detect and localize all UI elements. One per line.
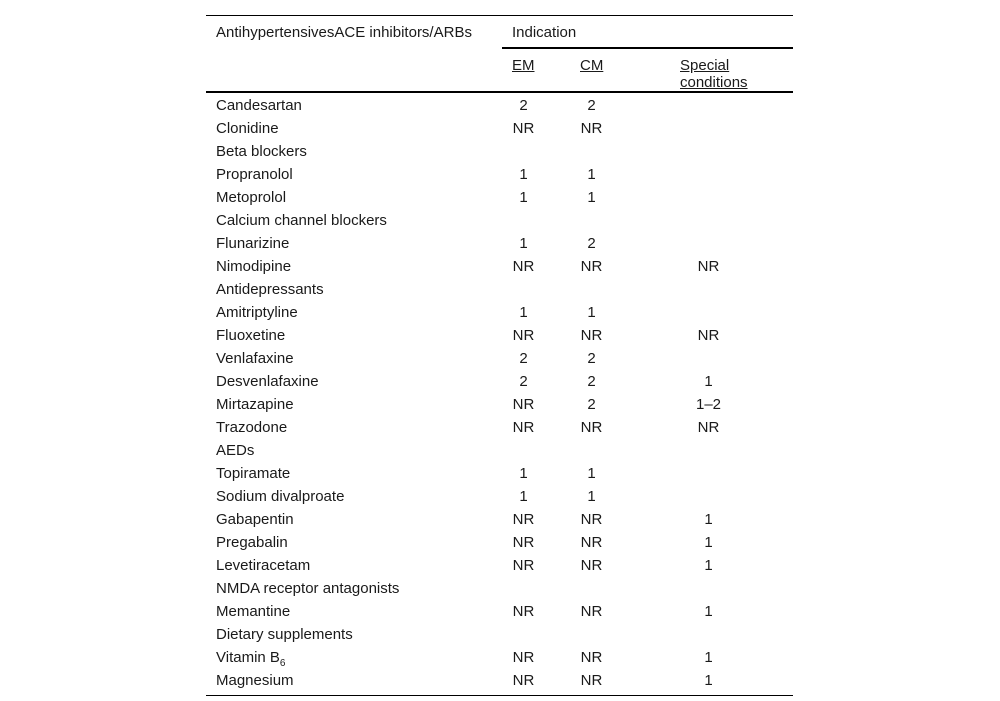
drug-name: Pregabalin bbox=[216, 533, 288, 551]
drug-name: Venlafaxine bbox=[216, 349, 294, 367]
drug-name-cell bbox=[206, 209, 502, 232]
column-header-em: EM bbox=[502, 48, 546, 92]
special-conditions-value-cell bbox=[638, 163, 793, 186]
cm-value: NR bbox=[580, 418, 603, 436]
special-conditions-value: NR bbox=[697, 257, 720, 275]
cm-value-cell bbox=[546, 669, 638, 696]
cm-value: 1 bbox=[587, 188, 596, 206]
special-conditions-value: 1–2 bbox=[695, 395, 722, 413]
special-conditions-value-cell bbox=[638, 347, 793, 370]
cm-value: NR bbox=[580, 119, 603, 137]
drug-name-cell bbox=[206, 439, 502, 462]
special-conditions-value-cell bbox=[638, 232, 793, 255]
special-conditions-value: 1 bbox=[704, 510, 713, 528]
em-value: 2 bbox=[519, 349, 528, 367]
em-value-cell bbox=[502, 163, 546, 186]
em-value-cell bbox=[502, 577, 546, 600]
cm-value-cell bbox=[546, 393, 638, 416]
drug-name: Clonidine bbox=[216, 119, 279, 137]
column-header-indication: Indication bbox=[502, 16, 793, 48]
drug-name: Trazodone bbox=[216, 418, 288, 436]
cm-value-cell bbox=[546, 163, 638, 186]
cm-value-cell bbox=[546, 554, 638, 577]
special-conditions-value-cell bbox=[638, 485, 793, 508]
drug-name-cell bbox=[206, 669, 502, 696]
em-value: NR bbox=[512, 119, 535, 137]
drug-name-cell bbox=[206, 462, 502, 485]
table-row bbox=[206, 531, 793, 554]
special-conditions-value: 1 bbox=[704, 648, 713, 666]
drug-name-cell bbox=[206, 554, 502, 577]
drug-name-cell bbox=[206, 92, 502, 117]
special-conditions-value: 1 bbox=[704, 533, 713, 551]
em-value-cell bbox=[502, 531, 546, 554]
table-row bbox=[206, 117, 793, 140]
em-value-cell bbox=[502, 669, 546, 696]
drug-name: Amitriptyline bbox=[216, 303, 298, 321]
drug-name: Beta blockers bbox=[216, 142, 307, 160]
drug-name-cell bbox=[206, 163, 502, 186]
em-value: 1 bbox=[519, 464, 528, 482]
em-value-cell bbox=[502, 462, 546, 485]
special-conditions-value: NR bbox=[697, 418, 720, 436]
special-conditions-value-cell bbox=[638, 554, 793, 577]
special-conditions-value-cell bbox=[638, 117, 793, 140]
drug-name: NMDA receptor antagonists bbox=[216, 579, 400, 597]
table-row bbox=[206, 669, 793, 696]
drug-name: Dietary supplements bbox=[216, 625, 353, 643]
special-conditions-value-cell bbox=[638, 92, 793, 117]
cm-value: NR bbox=[580, 556, 603, 574]
special-conditions-value-cell bbox=[638, 370, 793, 393]
em-value-cell bbox=[502, 232, 546, 255]
special-conditions-value: 1 bbox=[704, 556, 713, 574]
em-value: 1 bbox=[519, 188, 528, 206]
cm-value: NR bbox=[580, 671, 603, 689]
drug-name: Calcium channel blockers bbox=[216, 211, 387, 229]
drug-name: Gabapentin bbox=[216, 510, 294, 528]
drug-name: Desvenlafaxine bbox=[216, 372, 319, 390]
special-conditions-value-cell bbox=[638, 439, 793, 462]
cm-value-cell bbox=[546, 439, 638, 462]
drug-name-cell bbox=[206, 577, 502, 600]
table-row bbox=[206, 439, 793, 462]
drug-name-cell bbox=[206, 531, 502, 554]
drug-name: Memantine bbox=[216, 602, 291, 620]
special-conditions-value-cell bbox=[638, 255, 793, 278]
special-conditions-value: NR bbox=[697, 326, 720, 344]
special-conditions-value-cell bbox=[638, 669, 793, 696]
special-conditions-value-cell bbox=[638, 531, 793, 554]
table-row bbox=[206, 370, 793, 393]
em-value: NR bbox=[512, 418, 535, 436]
cm-value-cell bbox=[546, 140, 638, 163]
drug-name: Magnesium bbox=[216, 671, 294, 689]
drug-name-cell bbox=[206, 485, 502, 508]
table-row bbox=[206, 186, 793, 209]
cm-value-cell bbox=[546, 462, 638, 485]
cm-value: NR bbox=[580, 602, 603, 620]
em-value: NR bbox=[512, 533, 535, 551]
cm-value: 1 bbox=[587, 487, 596, 505]
em-value: 2 bbox=[519, 372, 528, 390]
drug-name: Antidepressants bbox=[216, 280, 324, 298]
column-header-special-conditions: Special conditions bbox=[638, 48, 793, 92]
drug-name: Propranolol bbox=[216, 165, 293, 183]
em-value: NR bbox=[512, 602, 535, 620]
special-conditions-value-cell bbox=[638, 600, 793, 623]
special-conditions-value-cell bbox=[638, 577, 793, 600]
em-value-cell bbox=[502, 554, 546, 577]
special-conditions-value-cell bbox=[638, 140, 793, 163]
table-row bbox=[206, 92, 793, 117]
em-value-cell bbox=[502, 393, 546, 416]
drug-name-cell bbox=[206, 393, 502, 416]
drug-name: Mirtazapine bbox=[216, 395, 294, 413]
drug-name: Metoprolol bbox=[216, 188, 287, 206]
table-row bbox=[206, 347, 793, 370]
table-row bbox=[206, 232, 793, 255]
cm-value-cell bbox=[546, 347, 638, 370]
drug-name: Nimodipine bbox=[216, 257, 292, 275]
drug-name-subscript: 6 bbox=[279, 657, 286, 669]
cm-value: 2 bbox=[587, 395, 596, 413]
table-row bbox=[206, 577, 793, 600]
em-value-cell bbox=[502, 117, 546, 140]
cm-value: NR bbox=[580, 648, 603, 666]
special-conditions-value-cell bbox=[638, 393, 793, 416]
cm-value: 1 bbox=[587, 165, 596, 183]
cm-value-cell bbox=[546, 646, 638, 669]
em-value-cell bbox=[502, 623, 546, 646]
special-conditions-value-cell bbox=[638, 623, 793, 646]
em-value-cell bbox=[502, 646, 546, 669]
cm-value-cell bbox=[546, 232, 638, 255]
table-row bbox=[206, 140, 793, 163]
drug-name: Topiramate bbox=[216, 464, 291, 482]
table-row bbox=[206, 278, 793, 301]
cm-value: NR bbox=[580, 510, 603, 528]
table-row bbox=[206, 600, 793, 623]
em-value-cell bbox=[502, 347, 546, 370]
special-conditions-value-cell bbox=[638, 324, 793, 347]
em-value-cell bbox=[502, 255, 546, 278]
table-row bbox=[206, 416, 793, 439]
cm-value: NR bbox=[580, 257, 603, 275]
drug-name-cell bbox=[206, 140, 502, 163]
cm-value: 2 bbox=[587, 96, 596, 114]
special-conditions-value: 1 bbox=[704, 602, 713, 620]
drug-name-cell bbox=[206, 623, 502, 646]
cm-value-cell bbox=[546, 324, 638, 347]
em-value-cell bbox=[502, 278, 546, 301]
table-row bbox=[206, 554, 793, 577]
special-conditions-value: 1 bbox=[704, 372, 713, 390]
em-value-cell bbox=[502, 140, 546, 163]
cm-value-cell bbox=[546, 92, 638, 117]
special-conditions-value-cell bbox=[638, 301, 793, 324]
em-value: 1 bbox=[519, 165, 528, 183]
em-value-cell bbox=[502, 485, 546, 508]
em-value-cell bbox=[502, 324, 546, 347]
special-conditions-value-cell bbox=[638, 209, 793, 232]
drug-name-cell bbox=[206, 278, 502, 301]
cm-value: 2 bbox=[587, 372, 596, 390]
drug-name-cell bbox=[206, 508, 502, 531]
cm-value-cell bbox=[546, 577, 638, 600]
drug-name: Fluoxetine bbox=[216, 326, 286, 344]
em-value: 1 bbox=[519, 303, 528, 321]
cm-value: NR bbox=[580, 533, 603, 551]
cm-value-cell bbox=[546, 623, 638, 646]
cm-value-cell bbox=[546, 209, 638, 232]
em-value: 1 bbox=[519, 487, 528, 505]
cm-value-cell bbox=[546, 370, 638, 393]
em-value-cell bbox=[502, 209, 546, 232]
em-value-cell bbox=[502, 508, 546, 531]
table-row bbox=[206, 462, 793, 485]
em-value: NR bbox=[512, 257, 535, 275]
cm-value-cell bbox=[546, 416, 638, 439]
cm-value-cell bbox=[546, 278, 638, 301]
em-value: NR bbox=[512, 510, 535, 528]
drug-name-cell bbox=[206, 301, 502, 324]
special-conditions-value-cell bbox=[638, 186, 793, 209]
em-value: NR bbox=[512, 395, 535, 413]
special-conditions-value-cell bbox=[638, 646, 793, 669]
cm-value: 1 bbox=[587, 464, 596, 482]
em-value: 1 bbox=[519, 234, 528, 252]
drug-name-cell bbox=[206, 117, 502, 140]
cm-value-cell bbox=[546, 531, 638, 554]
special-conditions-value-cell bbox=[638, 416, 793, 439]
cm-value-cell bbox=[546, 255, 638, 278]
em-value-cell bbox=[502, 92, 546, 117]
cm-value: 2 bbox=[587, 349, 596, 367]
table-row bbox=[206, 324, 793, 347]
column-header-cm: CM bbox=[546, 48, 638, 92]
em-value-cell bbox=[502, 439, 546, 462]
em-value-cell bbox=[502, 370, 546, 393]
cm-value: 2 bbox=[587, 234, 596, 252]
table-row bbox=[206, 163, 793, 186]
table-row bbox=[206, 508, 793, 531]
em-value: NR bbox=[512, 326, 535, 344]
drug-name: Levetiracetam bbox=[216, 556, 311, 574]
drug-name: Vitamin B bbox=[216, 648, 280, 666]
special-conditions-value: 1 bbox=[704, 671, 713, 689]
drug-name-cell bbox=[206, 416, 502, 439]
em-value: NR bbox=[512, 556, 535, 574]
em-value-cell bbox=[502, 186, 546, 209]
em-value-cell bbox=[502, 416, 546, 439]
treatment-table-container bbox=[206, 15, 793, 696]
drug-name-cell bbox=[206, 186, 502, 209]
table-row bbox=[206, 255, 793, 278]
cm-value: 1 bbox=[587, 303, 596, 321]
drug-name: Sodium divalproate bbox=[216, 487, 345, 505]
em-value: NR bbox=[512, 648, 535, 666]
treatment-table bbox=[206, 15, 793, 696]
cm-value-cell bbox=[546, 508, 638, 531]
em-value-cell bbox=[502, 301, 546, 324]
cm-value-cell bbox=[546, 485, 638, 508]
table-row bbox=[206, 623, 793, 646]
drug-name-cell bbox=[206, 370, 502, 393]
cm-value-cell bbox=[546, 600, 638, 623]
drug-name-cell bbox=[206, 347, 502, 370]
table-row bbox=[206, 646, 793, 669]
drug-name: Flunarizine bbox=[216, 234, 290, 252]
drug-name-cell bbox=[206, 646, 502, 669]
table-row bbox=[206, 209, 793, 232]
drug-name-cell bbox=[206, 232, 502, 255]
table-row bbox=[206, 485, 793, 508]
table-row bbox=[206, 301, 793, 324]
column-header-drug: AntihypertensivesACE inhibitors/ARBs bbox=[206, 16, 502, 92]
drug-name-cell bbox=[206, 255, 502, 278]
cm-value-cell bbox=[546, 301, 638, 324]
drug-name: AEDs bbox=[216, 441, 255, 459]
em-value: 2 bbox=[519, 96, 528, 114]
cm-value-cell bbox=[546, 186, 638, 209]
drug-name-cell bbox=[206, 324, 502, 347]
table-body bbox=[206, 92, 793, 696]
special-conditions-value-cell bbox=[638, 508, 793, 531]
drug-name: Candesartan bbox=[216, 96, 302, 114]
special-conditions-value-cell bbox=[638, 462, 793, 485]
cm-value-cell bbox=[546, 117, 638, 140]
em-value-cell bbox=[502, 600, 546, 623]
em-value: NR bbox=[512, 671, 535, 689]
drug-name-cell bbox=[206, 600, 502, 623]
cm-value: NR bbox=[580, 326, 603, 344]
table-row bbox=[206, 393, 793, 416]
special-conditions-value-cell bbox=[638, 278, 793, 301]
